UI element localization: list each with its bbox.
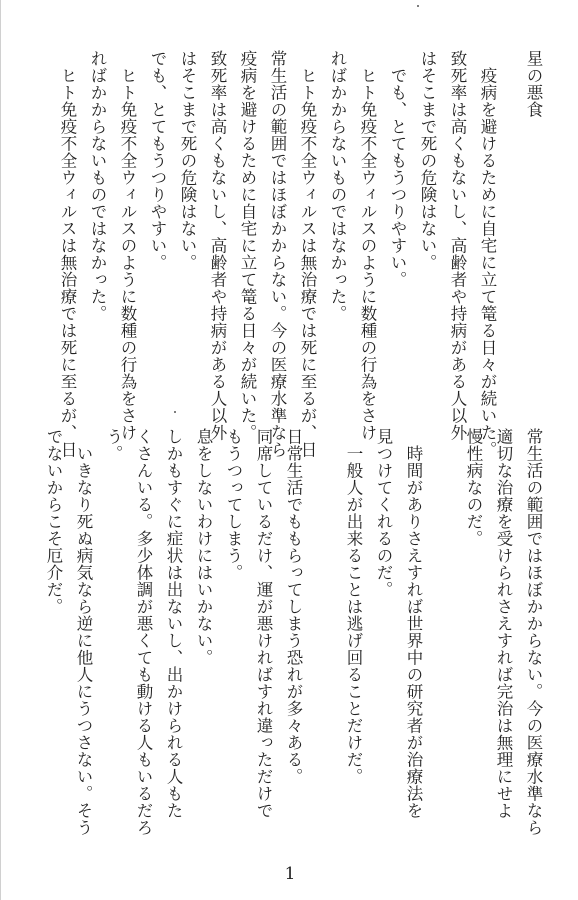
text-column: う。 (104, 428, 123, 462)
text-column: いきなり死ぬ病気なら逆に他人にうつさない。そう (74, 444, 93, 836)
text-column: でも、とてもうつりやすい。 (388, 66, 407, 288)
scan-speck (174, 411, 176, 413)
text-column: 同席しているだけ、運が悪ければすれ違っただけで (254, 428, 273, 819)
page-number: 1 (284, 864, 296, 884)
lower-text-block (38, 428, 548, 836)
text-column: 適切な治療を受けられさえすれば完治は無理にせよ (494, 428, 513, 819)
text-column: ればかからないものではなかった。 (88, 50, 107, 322)
text-column: 致死率は高くもないし、高齢者や持病がある人以外 (208, 50, 227, 441)
text-column: 致死率は高くもないし、高齢者や持病がある人以外 (448, 50, 467, 441)
text-column: はそこまで死の危険はない。 (418, 50, 437, 271)
story-title: 星の悪食 (524, 50, 543, 118)
text-column: 見つけてくれるのだ。 (374, 428, 393, 598)
text-column: ヒト免疫不全ウィルスのように数種の行為をさけ (358, 66, 377, 441)
text-column: ヒト免疫不全ウィルスのように数種の行為をさけ (118, 66, 137, 441)
text-column: 常生活の範囲ではほぼかからない。今の医療水準なら (524, 428, 543, 836)
text-column: 疫病を避けるために自宅に立て篭る日々が続いた。 (478, 66, 497, 458)
text-column: しかもすぐに症状は出ないし、出かけられる人もた (164, 428, 183, 819)
text-column: 日常生活でももらってしまう恐れが多々ある。 (284, 428, 303, 785)
text-column: ヒト免疫不全ウィルスは無治療では死に至るが、日 (298, 66, 317, 458)
text-column: 慢性病なのだ。 (464, 428, 483, 547)
text-column: でも、とてもうつりやすい。 (148, 50, 167, 271)
text-column: もうつってしまう。 (224, 428, 243, 581)
text-column: でないからこそ厄介だ。 (44, 428, 63, 615)
text-column: 疫病を避けるために自宅に立て篭る日々が続いた。 (238, 50, 257, 441)
scan-speck (417, 5, 419, 7)
upper-text-block (38, 50, 548, 458)
text-column: はそこまで死の危険はない。 (178, 50, 197, 271)
text-column: 時間がありさえすれば世界中の研究者が治療法を (404, 444, 423, 819)
text-column: 息をしないわけにはいかない。 (194, 428, 213, 666)
text-column: 一般人が出来ることは逃げ回ることだけだ。 (344, 444, 363, 785)
text-column: くさんいる。多少体調が悪くても動ける人もいるだろ (134, 428, 153, 836)
text-column: 常生活の範囲ではほぼかからない。今の医療水準なら (268, 50, 287, 458)
text-column: ればかからないものではなかった。 (328, 50, 347, 322)
text-column: ヒト免疫不全ウィルスは無治療では死に至るが、日 (58, 66, 77, 458)
